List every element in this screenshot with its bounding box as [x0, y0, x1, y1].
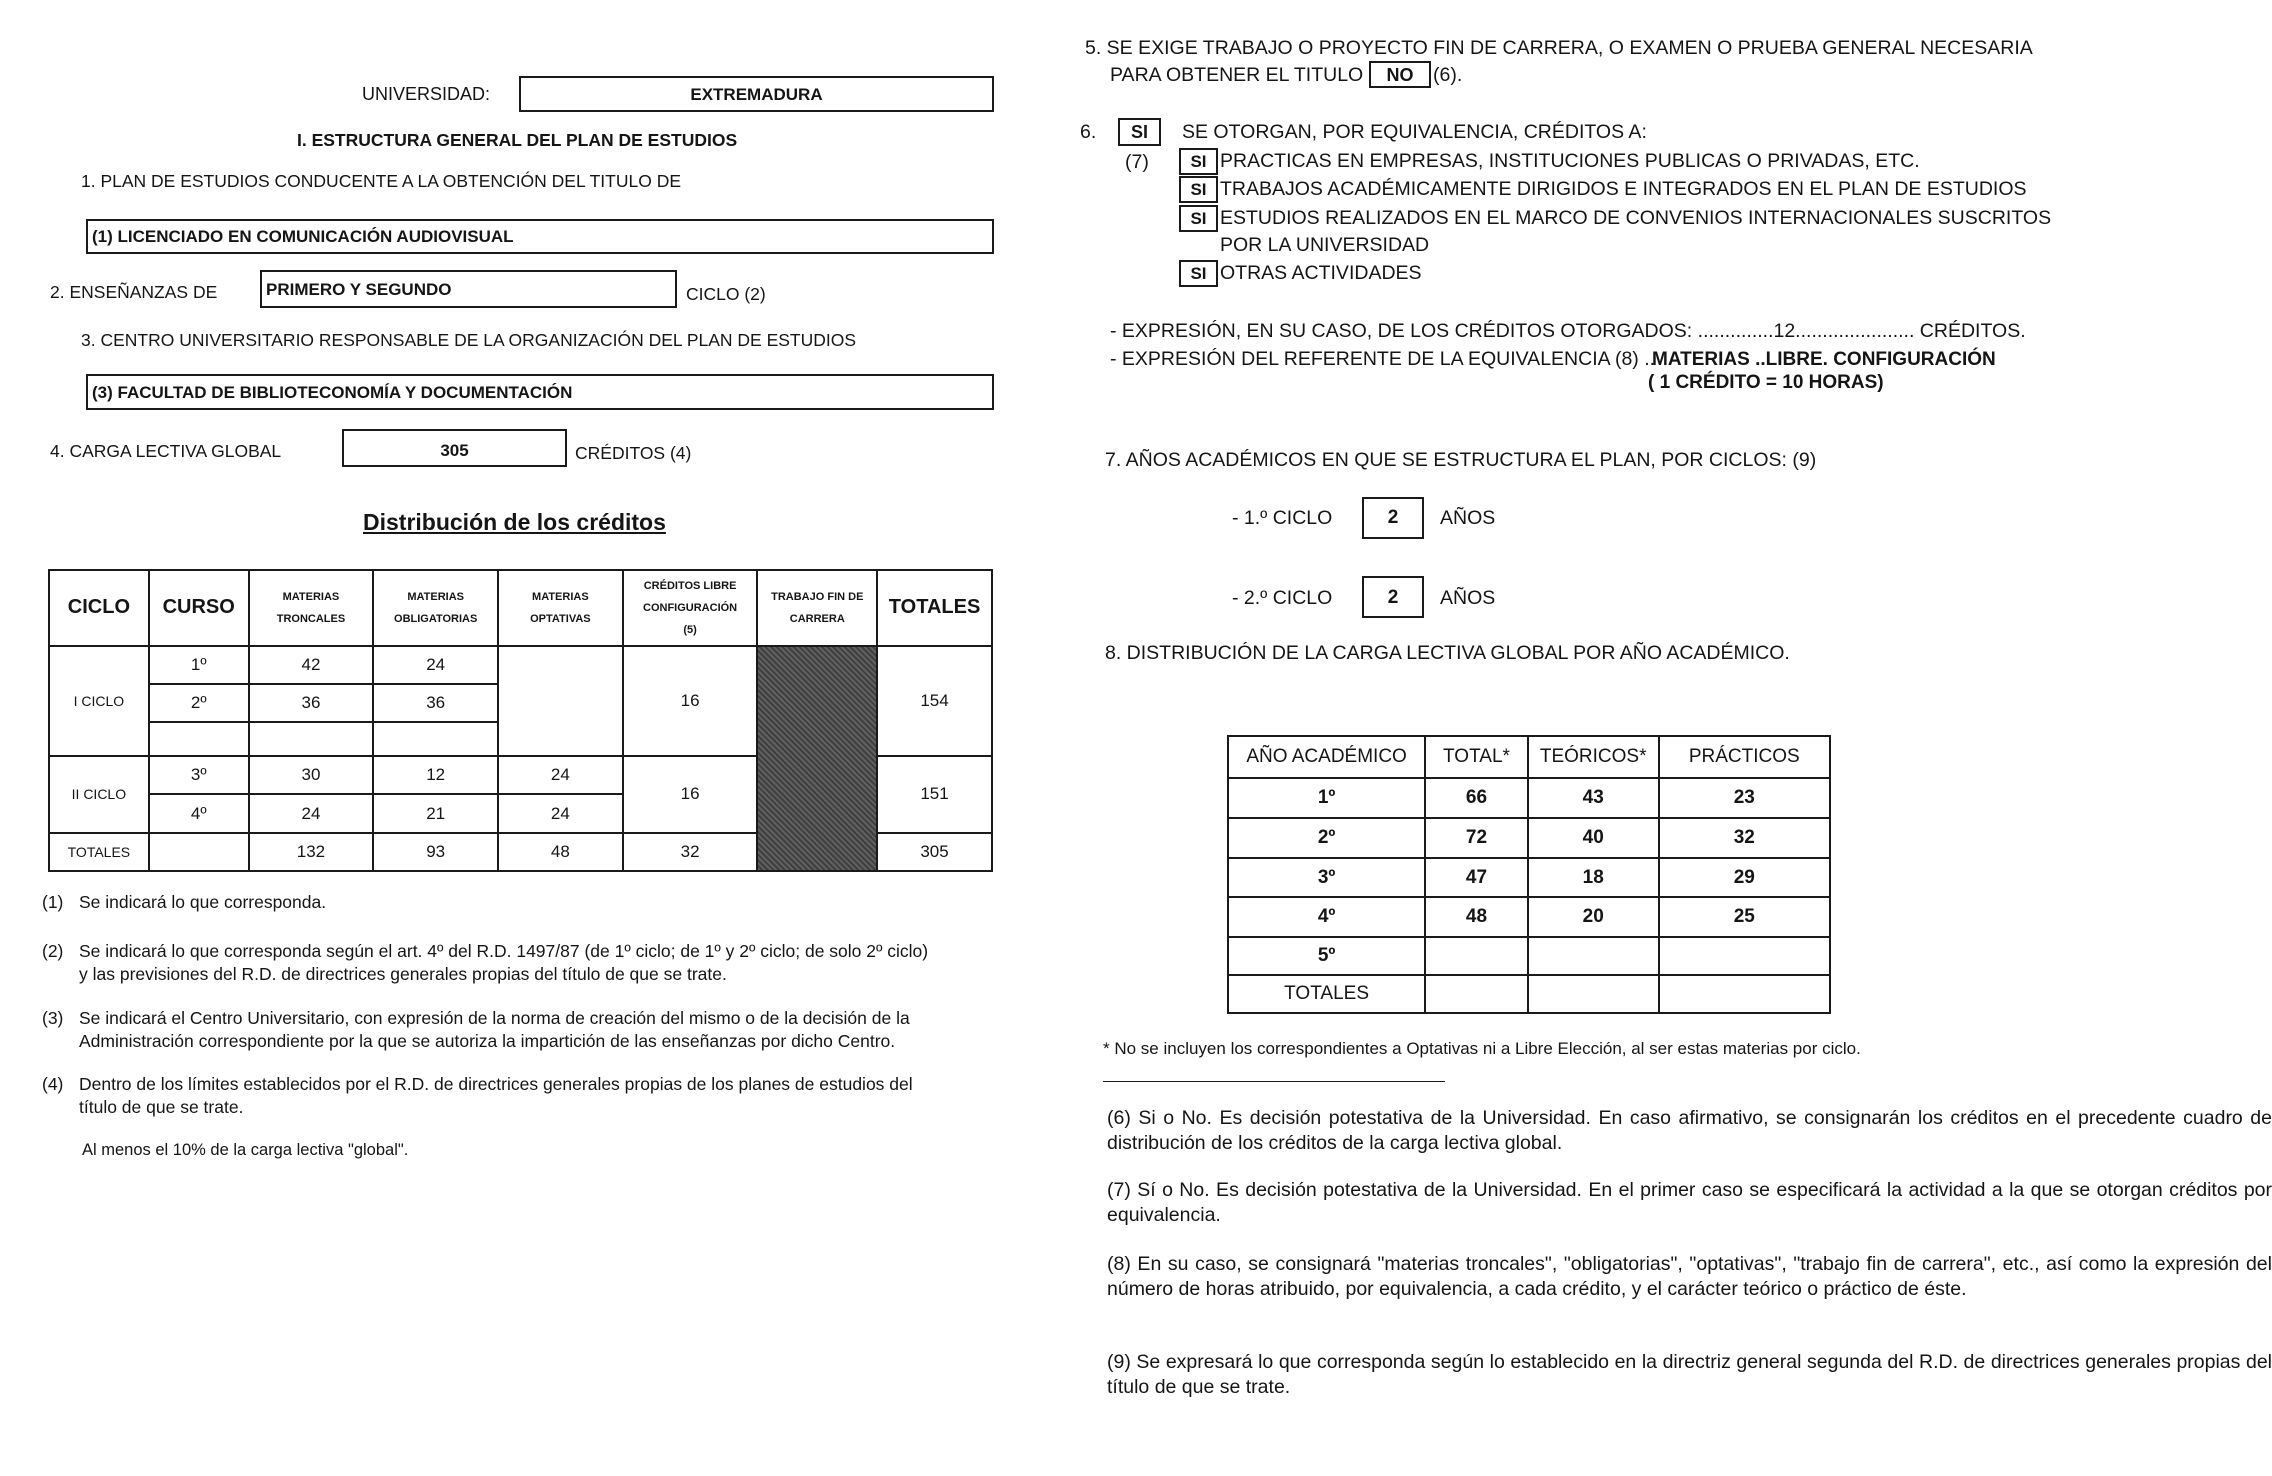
header-troncales: MATERIAS TRONCALES	[249, 570, 374, 646]
equiv-convenios-cont: POR LA UNIVERSIDAD	[1220, 234, 1430, 256]
item1-field: (1) LICENCIADO EN COMUNICACIÓN AUDIOVISUAL	[86, 219, 994, 254]
table-cell	[1659, 975, 1830, 1013]
equiv-otras: OTRAS ACTIVIDADES	[1220, 262, 1422, 284]
item6-value: SI	[1118, 118, 1161, 146]
table-cell: 24	[498, 794, 623, 832]
item1-label: 1. PLAN DE ESTUDIOS CONDUCENTE A LA OBTENCIÓN DEL TITULO DE	[81, 171, 681, 191]
equiv-practicas: PRACTICAS EN EMPRESAS, INSTITUCIONES PUBLICAS O PRIVADAS, ETC.	[1220, 150, 1920, 172]
item4-suffix: CRÉDITOS (4)	[575, 443, 692, 463]
table-cell: 32	[1659, 818, 1830, 858]
table-cell: 29	[1659, 858, 1830, 897]
note-1-number: (1)	[42, 892, 64, 912]
table-cell	[249, 722, 374, 756]
header-trabajo-fin-carrera: TRABAJO FIN DE CARRERA	[757, 570, 877, 646]
table-cell: 36	[249, 684, 374, 722]
ciclo2-years-unit: AÑOS	[1440, 587, 1496, 609]
curso-cell: 2º	[149, 684, 249, 722]
note-3: Se indicará el Centro Universitario, con expresión de la norma de creación del mismo o de la decisión de la Administración correspondiente por la que se autoriza la impartición de las enseñanzas por dicho Centro.	[79, 1008, 910, 1051]
item2-field: PRIMERO Y SEGUNDO	[260, 270, 677, 308]
table-cell	[1659, 937, 1830, 975]
header-ciclo: CICLO	[49, 570, 149, 646]
header-practicos: PRÁCTICOS	[1659, 736, 1830, 778]
totals-label: TOTALES	[49, 833, 149, 871]
header-curso: CURSO	[149, 570, 249, 646]
equiv-convenios: ESTUDIOS REALIZADOS EN EL MARCO DE CONVENIOS INTERNACIONALES SUSCRITOS	[1220, 207, 2052, 229]
item3-field: (3) FACULTAD DE BIBLIOTECONOMÍA Y DOCUMENTACIÓN	[86, 374, 994, 410]
item2-label: 2. ENSEÑANZAS DE	[50, 282, 218, 302]
equiv-mark-practicas: SI	[1179, 148, 1218, 175]
item6-number: 6.	[1080, 121, 1097, 143]
curso-cell: 3º	[149, 756, 249, 794]
totals-label: TOTALES	[1228, 975, 1425, 1013]
item6-note: (7)	[1125, 151, 1149, 173]
note-2-number: (2)	[42, 941, 64, 961]
shaded-cell	[757, 646, 877, 872]
table-cell: 16	[623, 756, 758, 833]
ciclo2-years-value: 2	[1387, 587, 1399, 608]
table-cell: 72	[1425, 818, 1528, 858]
table-cell: 24	[498, 756, 623, 794]
item5-value: NO	[1369, 61, 1431, 88]
universidad-value: EXTREMADURA	[690, 85, 823, 104]
item3-label: 3. CENTRO UNIVERSITARIO RESPONSABLE DE LA ORGANIZACIÓN DEL PLAN DE ESTUDIOS	[81, 330, 857, 350]
table-cell	[149, 833, 249, 871]
equiv-mark-trabajos: SI	[1179, 176, 1218, 203]
table-cell: 151	[877, 756, 992, 833]
table-cell: 36	[373, 684, 498, 722]
year-label: 1º	[1228, 778, 1425, 818]
table-cell: 20	[1528, 897, 1659, 937]
table-cell	[1528, 975, 1659, 1013]
table-cell: 42	[249, 646, 374, 684]
distribution-title: Distribución de los créditos	[363, 509, 666, 535]
ciclo1-years-unit: AÑOS	[1440, 507, 1496, 529]
table-cell: 32	[623, 833, 758, 871]
expr-referente-value: MATERIAS ..LIBRE. CONFIGURACIÓN	[1652, 349, 1996, 370]
table-cell: 40	[1528, 818, 1659, 858]
year-label: 2º	[1228, 818, 1425, 858]
ciclo2-label: II CICLO	[49, 756, 149, 833]
year-label: 4º	[1228, 897, 1425, 937]
table-cell: 21	[373, 794, 498, 832]
header-total: TOTAL*	[1425, 736, 1528, 778]
equiv-mark-otras: SI	[1179, 260, 1218, 287]
item5-line2: PARA OBTENER EL TITULO	[1110, 64, 1364, 86]
item2-suffix: CICLO (2)	[686, 284, 766, 304]
header-anio-academico: AÑO ACADÉMICO	[1228, 736, 1425, 778]
equiv-trabajos: TRABAJOS ACADÉMICAMENTE DIRIGIDOS E INTEGRADOS EN EL PLAN DE ESTUDIOS	[1220, 178, 2027, 200]
ciclo1-years-value: 2	[1387, 507, 1399, 528]
note-2: Se indicará lo que corresponda según el art. 4º del R.D. 1497/87 (de 1º ciclo; de 1º y 2º ciclo; de solo 2º ciclo) y las previsiones del R.D. de directrices generales propias del título de que se trate.	[79, 941, 929, 984]
note-4-number: (4)	[42, 1074, 64, 1094]
table-cell	[373, 722, 498, 756]
academic-year-table	[1227, 735, 1831, 1014]
table-cell: 43	[1528, 778, 1659, 818]
ciclo1-years-label: - 1.º CICLO	[1232, 507, 1333, 529]
table-cell	[498, 646, 623, 757]
item7-label: 7. AÑOS ACADÉMICOS EN QUE SE ESTRUCTURA EL PLAN, POR CICLOS: (9)	[1105, 449, 1817, 471]
table-cell	[1425, 975, 1528, 1013]
table-cell	[1528, 937, 1659, 975]
table-cell: 48	[1425, 897, 1528, 937]
note-8: (8) En su caso, se consignará "materias troncales", "obligatorias", "optativas", "trabajo fin de carrera", etc., así como la expresión del número de horas atribuido, por equivalencia, a cada crédito, y el carácter teórico o práctico de éste.	[1107, 1253, 2272, 1300]
table-cell: 12	[373, 756, 498, 794]
header-totales: TOTALES	[877, 570, 992, 646]
item4-label: 4. CARGA LECTIVA GLOBAL	[50, 441, 282, 461]
note-3-number: (3)	[42, 1008, 64, 1028]
table-cell: 30	[249, 756, 374, 794]
item6-label: SE OTORGAN, POR EQUIVALENCIA, CRÉDITOS A:	[1182, 121, 1647, 143]
footnote-star: * No se incluyen los correspondientes a Optativas ni a Libre Elección, al ser estas materias por ciclo.	[1103, 1039, 1861, 1058]
section-title: I. ESTRUCTURA GENERAL DEL PLAN DE ESTUDIOS	[297, 130, 738, 150]
expr-referente-label: - EXPRESIÓN DEL REFERENTE DE LA EQUIVALENCIA (8) ..	[1110, 348, 1656, 370]
item5-line1: 5. SE EXIGE TRABAJO O PROYECTO FIN DE CARRERA, O EXAMEN O PRUEBA GENERAL NECESARIA	[1085, 37, 2033, 59]
table-cell: 48	[498, 833, 623, 871]
equiv-mark-convenios: SI	[1179, 205, 1218, 232]
table-cell: 23	[1659, 778, 1830, 818]
table-cell: 18	[1528, 858, 1659, 897]
note-1: Se indicará lo que corresponda.	[79, 892, 327, 912]
header-teoricos: TEÓRICOS*	[1528, 736, 1659, 778]
note-4: Dentro de los límites establecidos por el R.D. de directrices generales propias de los planes de estudios del título de que se trate.	[79, 1074, 913, 1117]
table-cell: 16	[623, 646, 758, 757]
ciclo2-years-label: - 2.º CICLO	[1232, 587, 1333, 609]
note-7: (7) Sí o No. Es decisión potestativa de la Universidad. En el primer caso se especificará la actividad a la que se otorgan créditos por equivalencia.	[1107, 1179, 2272, 1226]
expr-creditos: - EXPRESIÓN, EN SU CASO, DE LOS CRÉDITOS OTORGADOS: ..............12...................... CRÉDITOS.	[1110, 320, 2026, 342]
table-cell: 132	[249, 833, 374, 871]
expr-referente-value2: ( 1 CRÉDITO = 10 HORAS)	[1648, 372, 1884, 393]
table-cell: 93	[373, 833, 498, 871]
table-cell: 66	[1425, 778, 1528, 818]
note-5: Al menos el 10% de la carga lectiva "global".	[82, 1141, 409, 1159]
header-libre-configuracion: CRÉDITOS LIBRE CONFIGURACIÓN (5)	[623, 570, 758, 646]
table-cell	[1425, 937, 1528, 975]
credit-distribution-table	[48, 569, 993, 872]
item4-value: 305	[440, 441, 469, 460]
table-cell	[149, 722, 249, 756]
table-cell: 24	[249, 794, 374, 832]
note-9: (9) Se expresará lo que corresponda según lo establecido en la directriz general segunda del R.D. de directrices generales propias del título de que se trate.	[1107, 1351, 2272, 1398]
year-label: 3º	[1228, 858, 1425, 897]
header-obligatorias: MATERIAS OBLIGATORIAS	[373, 570, 498, 646]
ciclo1-label: I CICLO	[49, 646, 149, 757]
table-cell: 154	[877, 646, 992, 757]
item5-suffix: (6).	[1433, 64, 1463, 86]
year-label: 5º	[1228, 937, 1425, 975]
header-optativas: MATERIAS OPTATIVAS	[498, 570, 623, 646]
item8-label: 8. DISTRIBUCIÓN DE LA CARGA LECTIVA GLOBAL POR AÑO ACADÉMICO.	[1105, 642, 1790, 664]
table-cell: 25	[1659, 897, 1830, 937]
table-cell: 24	[373, 646, 498, 684]
curso-cell: 1º	[149, 646, 249, 684]
table-cell: 47	[1425, 858, 1528, 897]
table-cell: 305	[877, 833, 992, 871]
universidad-label: UNIVERSIDAD:	[362, 84, 491, 104]
footnote-divider	[1103, 1081, 1445, 1082]
curso-cell: 4º	[149, 794, 249, 832]
note-6: (6) Si o No. Es decisión potestativa de la Universidad. En caso afirmativo, se consignarán los créditos en el precedente cuadro de distribución de los créditos de la carga lectiva global.	[1107, 1107, 2272, 1154]
